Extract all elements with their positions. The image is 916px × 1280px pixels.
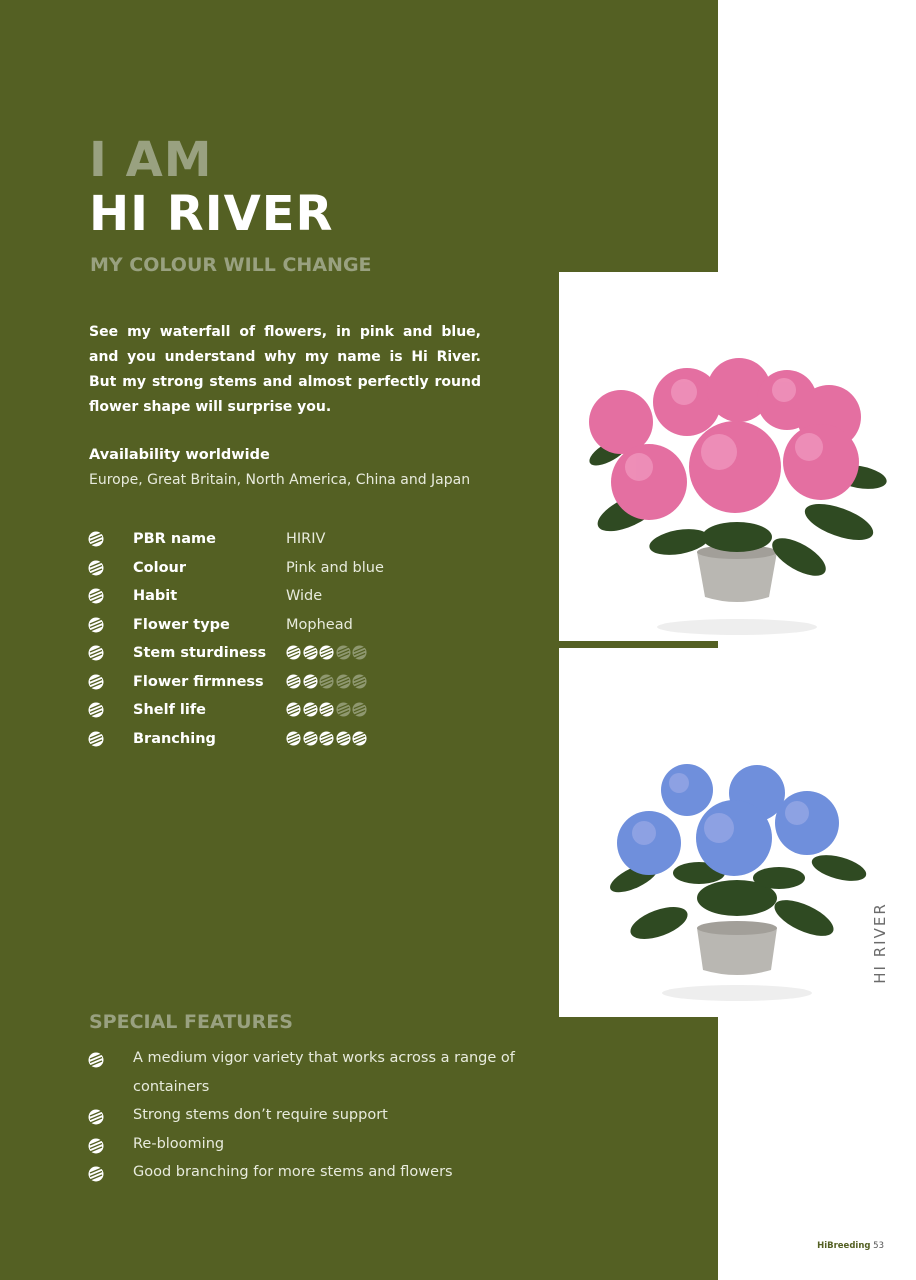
spec-value: HIRIV [286, 531, 326, 547]
subtitle: MY COLOUR WILL CHANGE [90, 254, 372, 276]
rating-icons [286, 702, 369, 718]
leaf-stripe-icon [88, 674, 104, 690]
spec-row [88, 556, 508, 585]
title-line-1: I AM [89, 132, 213, 188]
spec-label: PBR name [133, 531, 216, 547]
spec-label: Flower type [133, 616, 230, 633]
rating-filled-icon [319, 731, 334, 746]
rating-filled-icon [286, 674, 301, 689]
page-number: 53 [873, 1241, 884, 1251]
spec-label: Habit [133, 588, 178, 604]
bullet-graphic [88, 645, 104, 661]
bullet-graphic [88, 674, 104, 690]
spec-list [88, 527, 508, 755]
bullet-graphic [88, 1138, 104, 1154]
rating-filled-icon [286, 645, 301, 660]
bullet-graphic [88, 731, 104, 747]
rating-empty-icon [319, 674, 334, 689]
title-line-2: HI RIVER [89, 186, 334, 242]
leaf-stripe-icon [88, 1164, 104, 1180]
footer-brand: HiBreeding [817, 1241, 871, 1251]
spec-row [88, 613, 508, 642]
spec-label: Colour [133, 559, 187, 576]
bullet-graphic [88, 531, 104, 547]
feature-item [88, 1044, 518, 1101]
spec-row [88, 727, 508, 756]
rating-filled-icon [319, 645, 334, 660]
rating-empty-icon [352, 702, 367, 717]
feature-text: A medium vigor variety that works across a range of containers [133, 1050, 515, 1095]
bullet-graphic [88, 1109, 104, 1125]
bullet-graphic [88, 702, 104, 718]
leaf-stripe-icon [88, 1107, 104, 1123]
intro-paragraph: See my waterfall of flowers, in pink and blue, and you understand why my name is Hi River. But my strong stems and almost perfectly round flower shape will surprise you. [89, 324, 481, 415]
rating-filled-icon [286, 731, 301, 746]
feature-item [88, 1158, 518, 1187]
spec-label: Shelf life [133, 702, 207, 718]
leaf-stripe-icon [88, 531, 104, 547]
special-features-title: SPECIAL FEATURES [89, 1011, 293, 1033]
rating-filled-icon [319, 702, 334, 717]
leaf-stripe-icon [88, 1050, 104, 1066]
rating-icons [286, 645, 369, 661]
rating-empty-icon [352, 645, 367, 660]
leaf-stripe-icon [88, 560, 104, 576]
bullet-graphic [88, 1166, 104, 1182]
rating-filled-icon [303, 702, 318, 717]
bullet-graphic [88, 560, 104, 576]
blue-hydrangea-photo [559, 648, 902, 1017]
rating-filled-icon [303, 645, 318, 660]
pink-hydrangea-photo [559, 272, 902, 641]
spec-row [88, 584, 508, 613]
feature-text: Good branching for more stems and flowers [133, 1164, 453, 1180]
rating-icons [286, 674, 369, 690]
bullet-graphic [88, 617, 104, 633]
spec-row [88, 527, 508, 556]
spec-row [88, 698, 508, 727]
rating-filled-icon [303, 731, 318, 746]
feature-item [88, 1101, 518, 1130]
spec-value: Mophead [286, 616, 353, 633]
leaf-stripe-icon [88, 1136, 104, 1152]
rating-filled-icon [352, 731, 367, 746]
bullet-graphic [88, 1052, 104, 1068]
spec-row [88, 641, 508, 670]
spec-row [88, 670, 508, 699]
leaf-stripe-icon [88, 645, 104, 661]
spec-label: Stem sturdiness [133, 645, 267, 661]
side-label: HI RIVER [871, 902, 889, 984]
leaf-stripe-icon [88, 731, 104, 747]
feature-text: Re-blooming [133, 1135, 225, 1152]
rating-filled-icon [336, 731, 351, 746]
rating-filled-icon [286, 702, 301, 717]
availability-title: Availability worldwide [89, 447, 270, 463]
feature-text: Strong stems don’t require support [133, 1107, 388, 1123]
feature-item [88, 1130, 518, 1159]
spec-label: Flower firmness [133, 673, 264, 690]
rating-icons [286, 731, 369, 747]
rating-empty-icon [336, 645, 351, 660]
feature-list [88, 1044, 518, 1187]
bullet-graphic [88, 588, 104, 604]
rating-empty-icon [336, 674, 351, 689]
spec-label: Branching [133, 730, 216, 747]
rating-empty-icon [352, 674, 367, 689]
spec-value: Pink and blue [286, 559, 384, 576]
page-footer [817, 1241, 884, 1251]
availability-text: Europe, Great Britain, North America, China and Japan [89, 472, 471, 488]
rating-empty-icon [336, 702, 351, 717]
spec-value: Wide [286, 588, 323, 604]
leaf-stripe-icon [88, 617, 104, 633]
leaf-stripe-icon [88, 702, 104, 718]
leaf-stripe-icon [88, 588, 104, 604]
rating-filled-icon [303, 674, 318, 689]
